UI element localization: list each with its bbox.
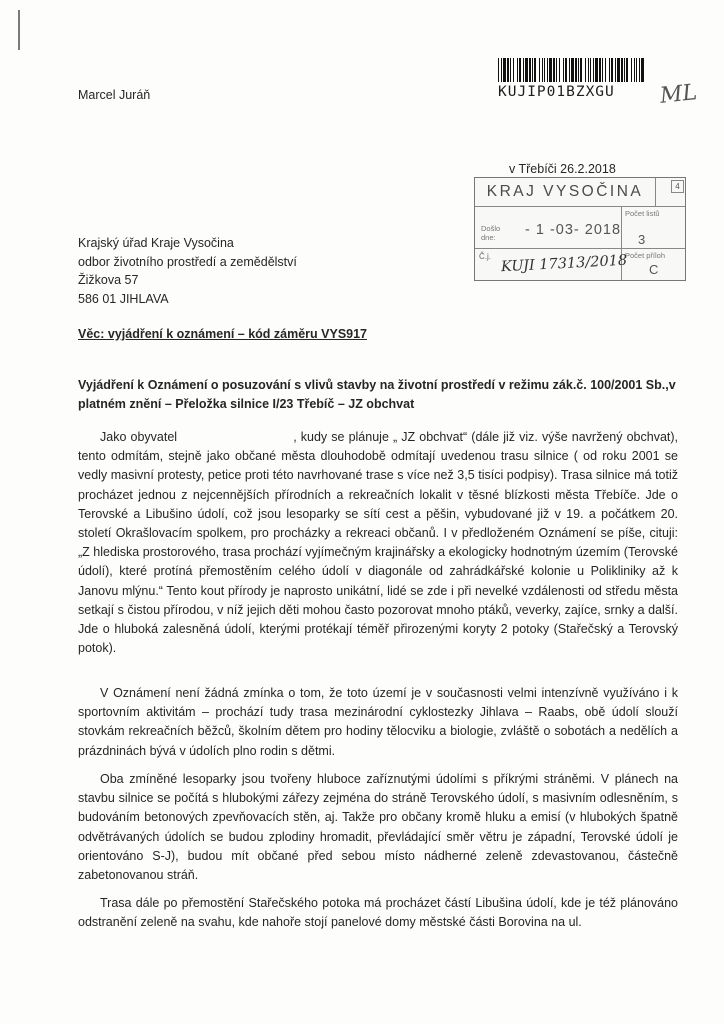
sender-name: Marcel Juráň (78, 88, 151, 102)
stamp-received-label: Došlo dne: (481, 224, 501, 242)
stamp-attachments-label: Počet příloh (625, 251, 666, 260)
barcode-code: KUJIP01BZXGU (498, 84, 615, 100)
recipient-line: 586 01 JIHLAVA (78, 291, 169, 306)
recipient-line: odbor životního prostředí a zemědělství (78, 254, 297, 269)
paragraph-3: Oba zmíněné lesoparky jsou tvořeny hluboce zaříznutými údolími s příkrými stráněmi. V plánech na stavbu silnice se počítá s hlubokými zářezy zejména do stráně Terovského údolí, s masivním odlesněním, s budováním betonových zpevňovacích stěn, aj. Takže pro občany kromě hluku a emisí (v hlubokých špatně odvětrávaných údolích se budou zplodiny hromadit, převládající směr větru je západní, Terovské údolí je orientováno S-J), budou mít občané před sebou místo nádherné zeleně zdevastovanou, částečně zabetonovanou stráň. (78, 772, 678, 883)
stamp-leaves-value: 3 (638, 232, 646, 247)
registry-stamp (474, 177, 686, 281)
stamp-ref-prefix: Č.j. (479, 252, 491, 261)
stamp-title: KRAJ VYSOČINA (475, 178, 656, 207)
redacted-area (181, 434, 293, 443)
stamp-number: 4 (671, 180, 684, 193)
recipient-line: Žižkova 57 (78, 273, 139, 287)
subject-line: Věc: vyjádření k oznámení – kód záměru VYS917 (78, 327, 368, 341)
paragraph-1 (78, 428, 678, 658)
paragraph-2: V Oznámení není žádná zmínka o tom, že toto území je v současnosti velmi intenzívně využíváno i k sportovním aktivitám – prochází tudy trasa mezinárodní cyklostezky Jihlava – Raabs, obě údolí slouží stovkám rekreačních běžců, školním dětem pro hodiny tělocviku a biologie, zvláště o sobotách a nedělích a prázdninách bývá v údolích plno rodin s dětmi. (78, 686, 678, 758)
recipient-address (78, 234, 297, 308)
stamp-leaves-label: Počet listů (625, 209, 660, 218)
recipient-line: Krajský úřad Kraje Vysočina (78, 236, 234, 250)
paragraph-text: Jako obyvatel (100, 430, 178, 444)
paragraph-text: , kudy se plánuje „ JZ obchvat“ (dále již viz. výše navržený obchvat), tento odmítám, stejně jako občané města dlouhodobě odmítají uvedenou trasu silnice ( od roku 2001 se vedly masivní protesty, petice proti této navrhované trase s více než 3,5 tisíci podpisy). Trasa silnice má totiž procházet jednou z nejcennějších přírodních a rekreačních lokalit v těsné blízkosti města Třebíče. Jde o Terovské a Libušino údolí, což jsou lesoparky se sítí cest a pěšin, vybudované již v 19. a počátkem 20. století Okrašlovacím spolkem, pro procházky a rekreaci občanů. I v předloženém Oznámení se píše, cituji: „Z hlediska prostorového, trasa prochází vyjímečným krajinářsky a ekologicky hodnotným územím (Terovské údolí), které protíná přemostěním celého údolí v diagonále od zahrádkářské kolonie u Polikliniky až k Janovu mlýnu.“ Tento kout přírody je naprosto unikátní, lidé se zde i při nevelké vzdálenosti od středu města setkají s čistou přírodou, v níž jejich děti mohou často pozorovat mnoho ptáků, veverky, zajíce, srnky a další. Jde o hluboká zalesněná údolí, kterými protékají téměř přirozenými koryty 2 potoky (Stařečský a Terovský potok). (78, 430, 679, 656)
document-heading: Vyjádření k Oznámení o posuzování s vlivů stavby na životní prostředí v režimu zák.č. 100/2001 Sb.,v platném znění – Přeložka silnice I/23 Třebíč – JZ obchvat (78, 378, 676, 411)
paragraph-4: Trasa dále po přemostění Stařečského potoka má procházet částí Libušina údolí, kde je též plánováno odstranění zeleně na svahu, kde nahoře stojí panelové domy městské části Borovina na ul. (78, 896, 678, 930)
stamp-attachments-value: C (649, 262, 659, 277)
stamp-ref-number: KUJI 17313/2018 (500, 252, 628, 276)
barcode (498, 58, 646, 82)
handwritten-initials: ML (658, 80, 699, 109)
scan-edge-mark (18, 10, 20, 50)
date-line: v Třebíči 26.2.2018 (509, 162, 616, 176)
stamp-received-date: - 1 -03- 2018 (525, 222, 622, 238)
